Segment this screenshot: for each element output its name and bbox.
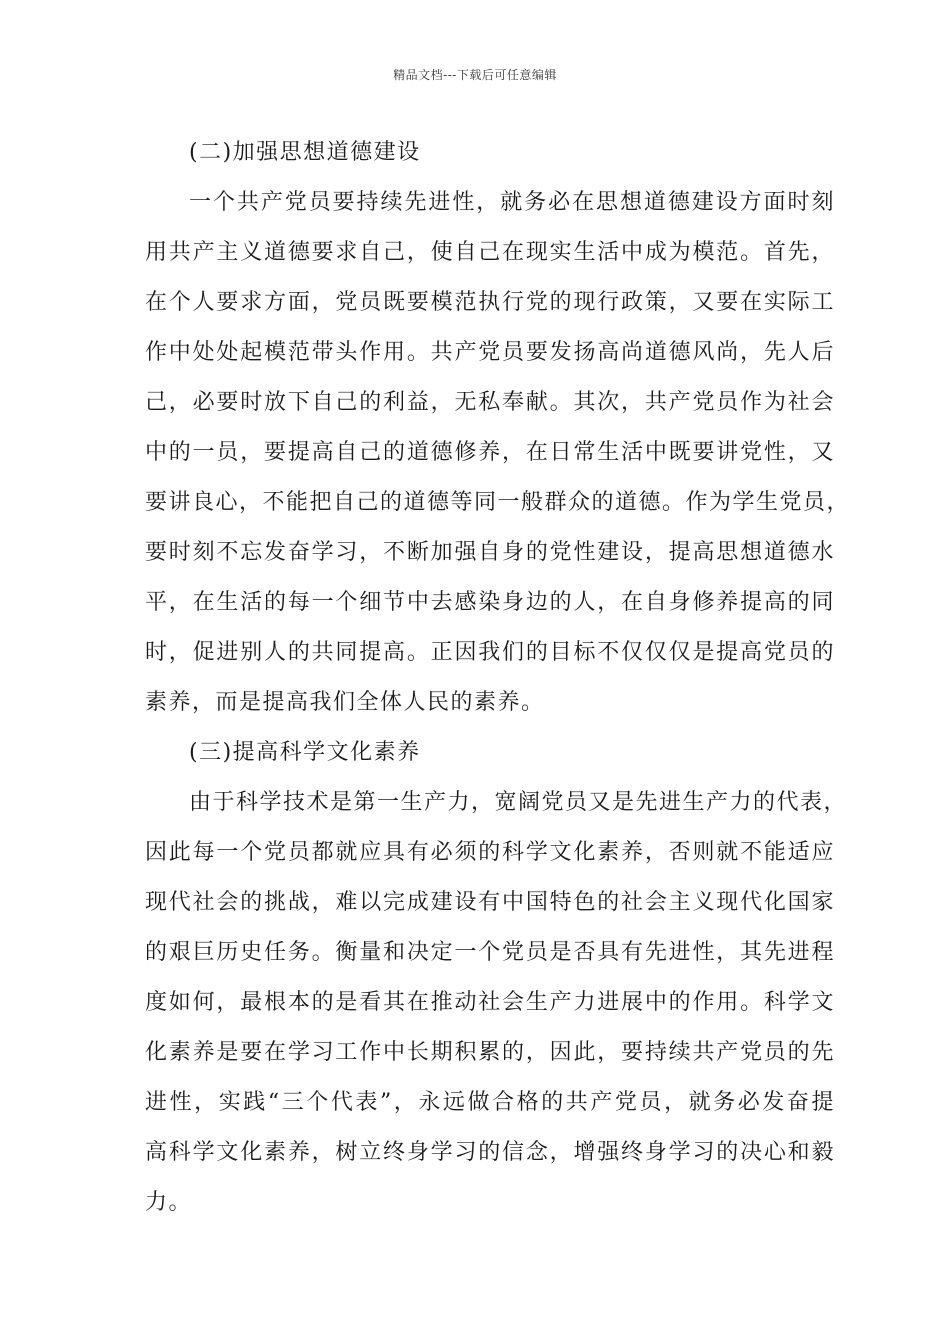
text-line: 在个人要求方面，党员既要模范执行党的现行政策，又要在实际工 xyxy=(145,290,835,315)
text-line: 要时刻不忘发奋学习，不断加强自身的党性建设，提高思想道德水 xyxy=(145,540,835,565)
section-heading: (二)加强思想道德建设 xyxy=(189,140,421,165)
text-line: 素养，而是提高我们全体人民的素养。 xyxy=(145,690,545,715)
text-line: 的艰巨历史任务。衡量和决定一个党员是否具有先进性，其先进程 xyxy=(145,940,835,965)
text-line: 进性，实践“三个代表”，永远做合格的共产党员，就务必发奋提 xyxy=(145,1090,835,1115)
text-line: 时，促进别人的共同提高。正因我们的目标不仅仅仅是提高党员的 xyxy=(145,640,835,665)
text-line: 力。 xyxy=(145,1190,193,1215)
text-line: 化素养是要在学习工作中长期积累的，因此，要持续共产党员的先 xyxy=(145,1040,835,1065)
text-line: 平，在生活的每一个细节中去感染身边的人，在自身修养提高的同 xyxy=(145,590,835,615)
text-line: 因此每一个党员都就应具有必须的科学文化素养，否则就不能适应 xyxy=(145,840,835,865)
text-line: 中的一员，要提高自己的道德修养，在日常生活中既要讲党性，又 xyxy=(145,440,835,465)
text-line: 由于科学技术是第一生产力，宽阔党员又是先进生产力的代表， xyxy=(189,790,848,815)
page-header: 精品文档---下载后可任意编辑 xyxy=(393,68,557,82)
text-line: 高科学文化素养，树立终身学习的信念，增强终身学习的决心和毅 xyxy=(145,1140,835,1165)
text-line: 度如何，最根本的是看其在推动社会生产力进展中的作用。科学文 xyxy=(145,990,835,1015)
text-line: 现代社会的挑战，难以完成建设有中国特色的社会主义现代化国家 xyxy=(145,890,835,915)
text-line: 一个共产党员要持续先进性，就务必在思想道德建设方面时刻 xyxy=(189,190,835,215)
paragraph xyxy=(145,778,848,1228)
section-heading: (三)提高科学文化素养 xyxy=(189,740,421,765)
paragraph xyxy=(145,178,851,728)
text-line: 要讲良心，不能把自己的道德等同一般群众的道德。作为学生党员， xyxy=(145,490,851,515)
text-line: 己，必要时放下自己的利益，无私奉献。其次，共产党员作为社会 xyxy=(145,390,835,415)
text-line: 作中处处起模范带头作用。共产党员要发扬高尚道德风尚，先人后 xyxy=(145,340,835,365)
document-body xyxy=(145,128,851,1228)
text-line: 用共产主义道德要求自己，使自己在现实生活中成为模范。首先， xyxy=(145,240,835,265)
